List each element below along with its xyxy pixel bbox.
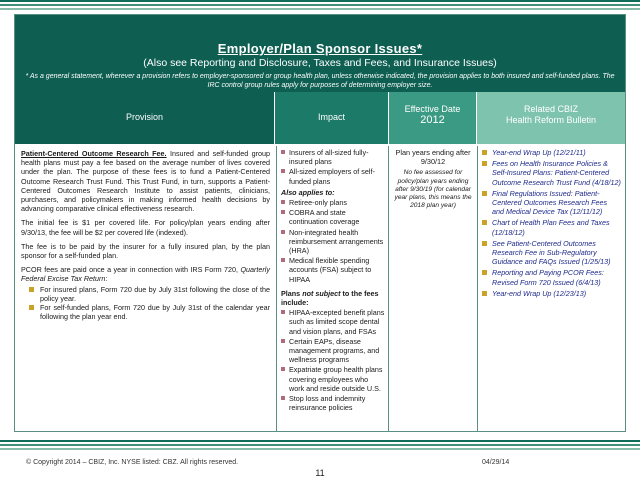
impact-item: Stop loss and indemnity reinsurance policies (289, 394, 366, 413)
impact-item: Retiree-only plans (289, 198, 347, 208)
column-header-impact (275, 92, 389, 144)
list-item (281, 208, 385, 226)
footer-copyright: © Copyright 2014 – CBIZ, Inc. NYSE listed: CBZ. All rights reserved. (26, 459, 239, 466)
impact-item: COBRA and state continuation coverage (289, 208, 360, 227)
square-bullet-icon (281, 310, 285, 314)
bulletin-link[interactable]: Chart of Health Plan Fees and Taxes (12/18/12) (492, 218, 610, 237)
list-item (29, 303, 270, 321)
related-bulletin-cell (478, 146, 625, 432)
list-item (482, 239, 621, 267)
not-label-a: Plans (281, 288, 303, 298)
list-item (281, 148, 385, 166)
bulletin-link[interactable]: See Patient-Centered Outcomes Research Fee in Sub-Regulatory Guidance and FAQs Issued (1/25/13) (492, 238, 611, 267)
header-note: * As a general statement, wherever a provision refers to employer-sponsored or group health plan, unless otherwise indicated, the provision applies to both insured and self-funded plans. The IRC control group rules apply for purposes of determining employer size. (25, 73, 615, 89)
square-bullet-icon (482, 150, 487, 155)
square-bullet-icon (281, 339, 285, 343)
square-bullet-icon (482, 291, 487, 296)
bulletin-link[interactable]: Final Regulations Issued: Patient-Centered Outcomes Research Fees and Medical Device Tax (12/11/12) (492, 188, 608, 217)
column-label-effective-date (389, 104, 476, 126)
p4-lead: PCOR fees are paid once a year in connection with IRS Form 720, (21, 265, 241, 275)
list-item (281, 308, 385, 336)
not-label-b: not subject (302, 288, 341, 298)
bulletin-link[interactable]: Fees on Health Insurance Policies & Self-Insured Plans: Patient-Centered Outcome Research Trust Fund (4/18/12) (492, 159, 621, 187)
list-item (281, 365, 385, 393)
square-bullet-icon (281, 200, 285, 204)
impact-item: All-sized employers of self-funded plans (289, 167, 375, 186)
square-bullet-icon (482, 220, 487, 225)
effective-date-text: Plan years ending after 9/30/12 (395, 148, 471, 167)
square-bullet-icon (281, 169, 285, 173)
provision-paragraph-4 (21, 265, 270, 283)
list-item (281, 198, 385, 207)
bulletin-link[interactable]: Year-end Wrap Up (12/21/11) (492, 148, 586, 157)
square-bullet-icon (281, 210, 285, 214)
effective-date-label: Effective Date (404, 104, 461, 114)
list-item (482, 189, 621, 217)
list-item (482, 218, 621, 236)
not-label-c: to the fees include: (281, 288, 379, 308)
square-bullet-icon (29, 305, 34, 310)
impact-item: Certain EAPs, disease management programs, and wellness programs (289, 336, 380, 365)
column-header-provision (15, 92, 275, 144)
footer-date: 04/29/14 (482, 459, 510, 466)
list-item (482, 289, 621, 298)
list-item (281, 337, 385, 365)
not-subject-label (281, 289, 385, 307)
square-bullet-icon (281, 258, 285, 262)
square-bullet-icon (281, 396, 285, 400)
applies-label: Also applies to: (281, 187, 335, 197)
page-subtitle: (Also see Reporting and Disclosure, Taxes and Fees, and Insurance Issues) (143, 57, 497, 69)
impact-cell (277, 146, 389, 432)
column-header-related-bulletin (477, 92, 625, 144)
column-header-effective-date (389, 92, 477, 144)
effective-date-note: No fee assessed for policy/plan years ending after 9/30/19 (for calendar year plans, this means the 2018 plan year) (394, 169, 472, 210)
provision-cell (15, 146, 277, 432)
list-item (482, 159, 621, 187)
list-item (29, 285, 270, 303)
bottom-decorative-bar (0, 440, 640, 452)
list-item (281, 228, 385, 256)
impact-item: Medical flexible spending accounts (FSA) subject to HIPAA (289, 256, 372, 284)
related-label-line1: Related CBIZ (523, 104, 579, 114)
list-item (482, 268, 621, 286)
effective-year: 2012 (420, 114, 445, 126)
list-item (281, 167, 385, 185)
list-item (482, 148, 621, 157)
square-bullet-icon (482, 191, 487, 196)
square-bullet-icon (281, 230, 285, 234)
page-title: Employer/Plan Sponsor Issues* (217, 41, 423, 56)
table-header (15, 15, 625, 92)
column-label-impact: Impact (317, 112, 345, 122)
column-label-provision: Provision (125, 112, 163, 122)
bullet-text: For self-funded plans, Form 720 due by July 31st of the calendar year following the plan year end. (40, 303, 270, 322)
square-bullet-icon (482, 161, 487, 166)
bulletin-link[interactable]: Reporting and Paying PCOR Fees: Revised Form 720 Issued (6/4/13) (492, 268, 604, 287)
impact-item: Insurers of all-sized fully-insured plans (289, 148, 369, 167)
provision-paragraph-2: The initial fee is $1 per covered life. For policy/plan years ending after 9/30/13, the fee will be $2 per covered life (indexed). (21, 218, 270, 237)
column-label-related-bulletin (477, 104, 625, 126)
bulletin-link[interactable]: Year-end Wrap Up (12/23/13) (492, 288, 587, 298)
provision-title: Patient-Centered Outcome Research Fee. (21, 149, 167, 158)
p4-italic: Quarterly Federal Excise Tax Return (21, 265, 270, 284)
provision-paragraph-1 (21, 149, 270, 213)
impact-item: Non-integrated health reimbursement arrangements (HRA) (289, 227, 384, 256)
square-bullet-icon (29, 287, 34, 292)
effective-date-cell (389, 146, 478, 432)
related-label-line2: Health Reform Bulletin (505, 115, 597, 125)
provision-body: Insured and self-funded group health plans must pay a fee based on the average number of lives covered under the plan. The purpose of these fees is to fund a Patient-Centered Outcome Research Trust Fund. This Trust Fund, in turn, supports a Patient-Centered Outcomes Research Institute to assist patients, clinicians, purchasers, and policymakers in making informed health decisions by advancing comparative clinical effectiveness research. (21, 149, 270, 214)
list-item (281, 394, 385, 412)
bullet-text: For insured plans, Form 720 due by July 31st following the close of the policy year. (40, 284, 270, 303)
top-decorative-bar (0, 0, 640, 12)
square-bullet-icon (482, 241, 487, 246)
p4-end: : (105, 274, 108, 284)
page-number: 11 (315, 468, 325, 478)
square-bullet-icon (281, 150, 285, 154)
provision-paragraph-3: The fee is to be paid by the insurer for a fully insured plan, by the plan sponsor for a self-funded plan. (21, 241, 270, 261)
list-item (281, 256, 385, 284)
square-bullet-icon (281, 367, 285, 371)
square-bullet-icon (482, 270, 487, 275)
impact-item: Expatriate group health plans covering employees who work and reside outside U.S. (289, 365, 383, 393)
impact-item: HIPAA-excepted benefit plans such as limited scope dental and vision plans, and FSAs (289, 308, 385, 336)
